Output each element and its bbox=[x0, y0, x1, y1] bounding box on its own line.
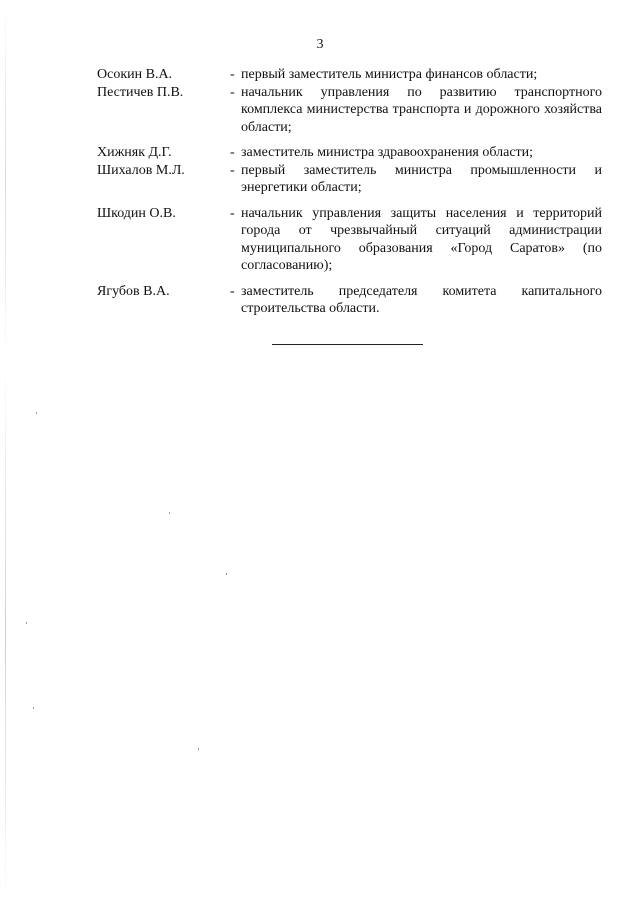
member-role: первый заместитель министра промышленности и энергетики области; bbox=[241, 162, 602, 195]
member-dash: - bbox=[230, 67, 235, 82]
member-row bbox=[97, 84, 602, 137]
member-role: начальник управления по развитию транспортного комплекса министерства транспорта и дорожного хозяйства области; bbox=[241, 84, 602, 135]
member-row bbox=[97, 283, 602, 318]
member-row bbox=[97, 144, 602, 162]
closing-separator-line bbox=[272, 344, 423, 345]
member-dash: - bbox=[230, 283, 235, 299]
member-list bbox=[97, 66, 602, 318]
scan-speck bbox=[198, 748, 199, 750]
member-row bbox=[97, 205, 602, 275]
scan-speck bbox=[226, 573, 227, 575]
member-name: Осокин В.А. bbox=[97, 67, 173, 82]
scan-edge-shadow bbox=[5, 0, 6, 905]
page-number: 3 bbox=[316, 37, 324, 52]
scan-speck bbox=[26, 622, 27, 624]
member-name: Шихалов М.Л. bbox=[97, 162, 185, 178]
member-role: первый заместитель министра финансов области; bbox=[241, 67, 538, 82]
member-row bbox=[97, 162, 602, 197]
scan-speck bbox=[169, 512, 170, 514]
member-name: Ягубов В.А. bbox=[97, 283, 170, 299]
member-dash: - bbox=[230, 205, 235, 221]
member-dash: - bbox=[230, 145, 235, 160]
scan-speck bbox=[33, 707, 34, 709]
member-row bbox=[97, 66, 602, 84]
member-role: заместитель министра здравоохранения области; bbox=[241, 145, 534, 160]
member-dash: - bbox=[230, 84, 235, 100]
member-name: Хижняк Д.Г. bbox=[97, 145, 172, 160]
scan-speck bbox=[36, 412, 37, 414]
member-dash: - bbox=[230, 162, 235, 178]
member-role: начальник управления защиты населения и территорий города от чрезвычайный ситуаций администрации муниципального образования «Город Саратов» (по согласованию); bbox=[241, 205, 602, 273]
member-role: заместитель председателя комитета капитального строительства области. bbox=[241, 283, 602, 316]
member-name: Шкодин О.В. bbox=[97, 205, 176, 221]
member-name: Пестичев П.В. bbox=[97, 84, 184, 100]
